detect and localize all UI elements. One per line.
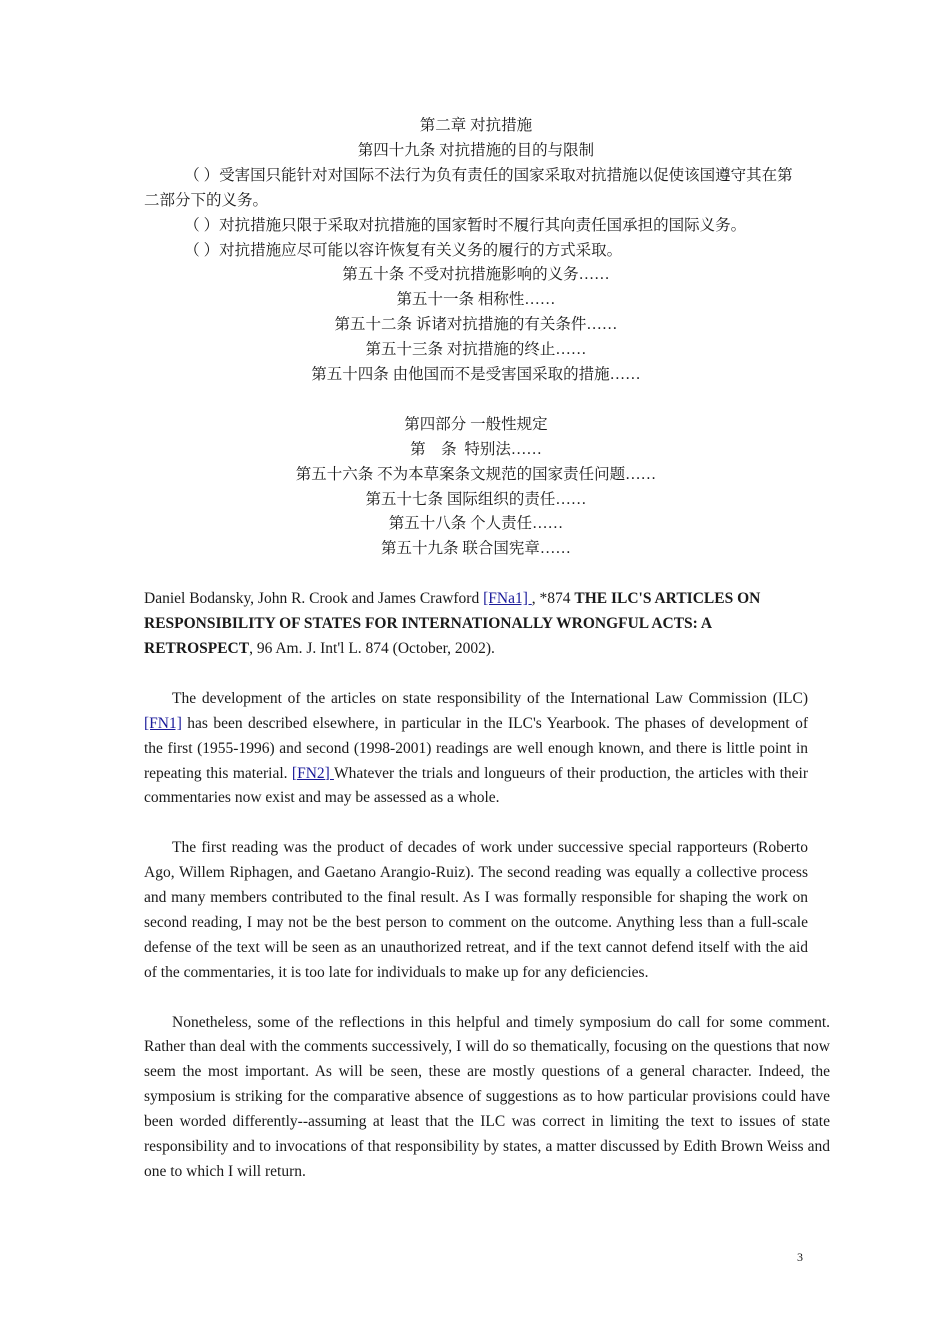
page-number: 3: [797, 1250, 803, 1264]
footnote-link-fna1[interactable]: [FNa1]: [483, 590, 532, 608]
article-49-para-1: （ ）受害国只能针对对国际不法行为负有责任的国家采取对抗措施以促使该国遵守其在第二部分下的义务。: [144, 166, 793, 209]
article-line: 第五十八条 个人责任……: [388, 515, 564, 533]
spacer: [144, 388, 808, 413]
article-line: 第五十三条 对抗措施的终止……: [365, 341, 587, 359]
article-line: 第五十七条 国际组织的责任……: [365, 490, 587, 508]
spacer: [144, 986, 808, 1011]
citation-page: , *874: [531, 590, 575, 608]
article-49-title: 第四十九条 对抗措施的目的与限制: [357, 141, 595, 159]
paragraph-3: Nonetheless, some of the reflections in this helpful and timely symposium do call for some comment. Rather than deal with the comments successively, I will do so thematically, focusing on the questions that now seem the most important. As will be seen, these are mostly questions of a general character. Indeed, the symposium is striking for the comparative absence of suggestions as to how particular provisions could have been worded differently--assuming at least that the ILC was correct in limiting the text to issues of state responsibility and to invocations of that responsibility by states, a matter discussed by Edith Brown Weiss and one to which I will return.: [144, 1013, 830, 1180]
article-title: THE ILC'S ARTICLES ON RESPONSIBILITY OF STATES FOR INTERNATIONALLY WRONGFUL ACTS: A RETROSPECT: [144, 590, 761, 657]
paragraph-2: The first reading was the product of decades of work under successive special rapporteurs (Roberto Ago, Willem Riphagen, and Gaetano Arangio-Ruiz). The second reading was equally a collective process and many members contributed to the final result. As I was formally responsible for shaping the work on second reading, I may not be the best person to comment on the outcome. Anything less than a full-scale defense of the text will be seen as an unauthorized retreat, and if the text cannot defend itself with the aid of the commentaries, it is too late for individuals to make up for any deficiencies.: [144, 839, 808, 981]
citation: [144, 587, 808, 662]
spacer: [144, 662, 808, 687]
article-49-para-2: （ ）对抗措施只限于采取对抗措施的国家暂时不履行其向责任国承担的国际义务。: [184, 216, 747, 234]
article-line: 第 条 特别法……: [410, 440, 542, 458]
chapter-title: 第二章 对抗措施: [419, 117, 533, 134]
article-line: 第五十六条 不为本草案条文规范的国家责任问题……: [295, 465, 657, 483]
article-line: 第五十条 不受对抗措施影响的义务……: [342, 266, 610, 284]
footnote-link-fn2[interactable]: [FN2]: [291, 764, 334, 782]
article-line: 第五十四条 由他国而不是受害国采取的措施……: [311, 366, 641, 384]
spacer: [144, 811, 808, 836]
document-page: [144, 114, 830, 1185]
paragraph-1-text: Whatever the trials and longueurs of their production, the articles with their commentaries now exist and may be assessed as a whole.: [144, 764, 809, 807]
part-4-title: 第四部分 一般性规定: [404, 415, 548, 433]
citation-authors: Daniel Bodansky, John R. Crook and James Crawford: [144, 590, 484, 608]
paragraph-1-text: The development of the articles on state responsibility of the International Law Commission (ILC): [172, 689, 808, 707]
article-line: 第五十一条 相称性……: [396, 291, 556, 309]
article-line: 第五十二条 诉诸对抗措施的有关条件……: [334, 316, 618, 334]
article-49-para-3: （ ）对抗措施应尽可能以容许恢复有关义务的履行的方式采取。: [184, 241, 623, 259]
spacer: [144, 562, 808, 587]
article-line: 第五十九条 联合国宪章……: [381, 540, 571, 558]
citation-source: , 96 Am. J. Int'l L. 874 (October, 2002).: [249, 640, 495, 657]
chinese-section: [144, 114, 808, 562]
paragraph-1-text: has been described elsewhere, in particular in the ILC's Yearbook. The phases of development of the first (1955-1996) and second (1998-2001) readings are well enough known, and there is little point in repeating this material.: [144, 714, 808, 782]
footnote-link-fn1[interactable]: [FN1]: [144, 714, 182, 732]
paragraph-1: [144, 687, 808, 812]
